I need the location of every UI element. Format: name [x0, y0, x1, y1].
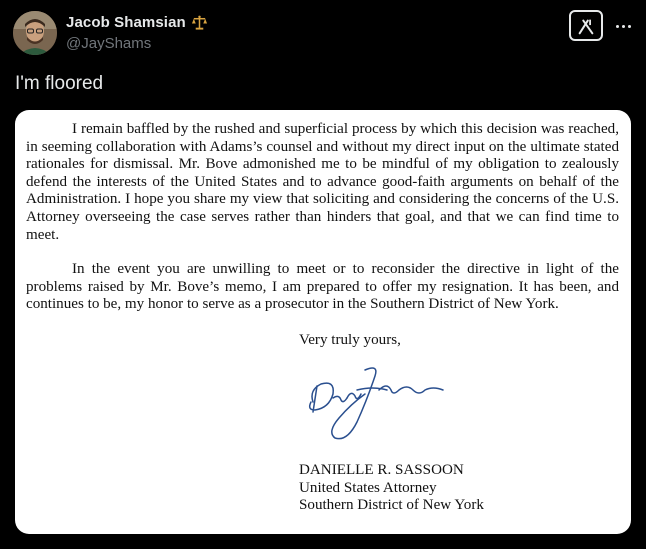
author-names [66, 12, 208, 52]
signer-name: DANIELLE R. SASSOON [299, 462, 464, 478]
signer-title: United States Attorney [299, 479, 437, 496]
grok-icon [575, 16, 597, 36]
grok-button[interactable] [569, 10, 603, 41]
display-name[interactable]: Jacob Shamsian [66, 13, 186, 31]
more-options-icon-dot [616, 25, 619, 28]
scales-icon [191, 14, 208, 31]
letter-paragraph-1 [26, 121, 619, 244]
avatar[interactable] [13, 11, 57, 55]
signer-block [299, 462, 484, 515]
more-options-icon-dot [628, 25, 631, 28]
signer-office: Southern District of New York [299, 497, 484, 514]
avatar-photo [13, 11, 57, 55]
letter-closing: Very truly yours, [299, 332, 401, 348]
letter-image[interactable] [15, 110, 631, 534]
more-options-button[interactable] [612, 16, 634, 36]
letter-paragraph-2-text: In the event you are unwilling to meet or to reconsider the directive in light of the problems raised by Mr. Bove’s memo, I am prepared to offer my resignation. It has been, and continues to be, my honor to serve as a prosecutor in the Southern District of New York. [26, 261, 619, 313]
more-options-icon-dot [622, 25, 625, 28]
letter-paragraph-2 [26, 261, 619, 314]
tweet-text: I'm floored [15, 73, 104, 94]
handwritten-signature [295, 360, 455, 450]
handle[interactable]: @JayShams [66, 35, 152, 52]
display-name-row [66, 12, 208, 32]
letter-paragraph-1-text: I remain baffled by the rushed and superficial process by which this decision was reached, in seeming collaboration with Adams’s counsel and without my direct input on the ultimate stated rationales for dismissal. Mr. Bove admonished me to be mindful of my obligation to zealously defend the interests of the United States and to advance good-faith arguments on behalf of the Administration. I hope you share my view that soliciting and considering the concerns of the U.S. Attorney overseeing the case serves rather than hinders that goal, and that we can find time to meet. [26, 121, 619, 243]
